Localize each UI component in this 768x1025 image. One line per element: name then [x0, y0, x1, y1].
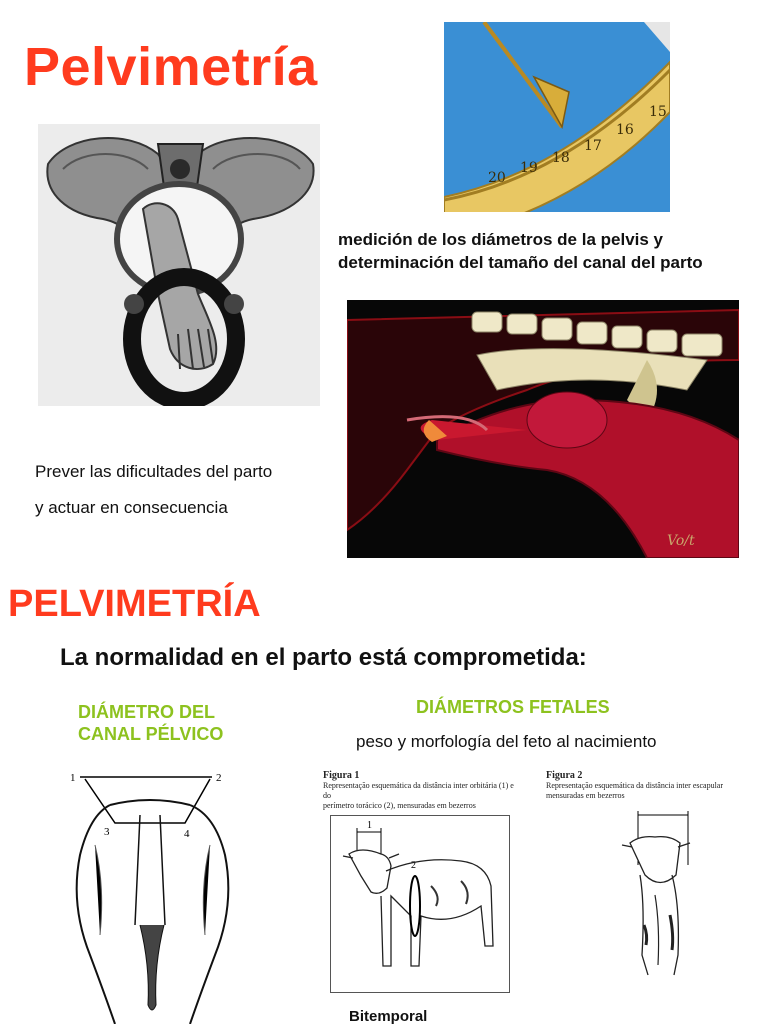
cow-rear-pelvimetry-drawing — [60, 765, 250, 1024]
ruler-number: 20 — [488, 170, 506, 186]
slide-title-pelvimetria: Pelvimetría — [24, 37, 318, 97]
pelvis-label: 3 — [104, 826, 110, 838]
figure2-calf-drawing — [600, 805, 710, 985]
pelvis-label: 1 — [70, 772, 76, 784]
pelvic-canal-heading-line2: CANAL PÉLVICO — [78, 724, 224, 744]
figure2-title: Figura 2 — [546, 770, 583, 781]
figure2-caption-line1: Representação esquemática da distância inter escapular — [546, 781, 724, 790]
calf-birth-canal-image — [347, 300, 739, 558]
fetal-diameters-description: peso y morfología del feto al nacimiento — [356, 732, 657, 751]
figure1-title: Figura 1 — [323, 770, 360, 781]
slide-subtitle: La normalidad en el parto está comprometida: — [60, 644, 587, 671]
figure1-caption — [323, 771, 523, 811]
ruler-number: 15 — [649, 104, 667, 120]
bitemporal-label: Bitemporal — [349, 1008, 428, 1025]
figure1-caption-line2: perímetro torácico (2), mensuradas em bezerros — [323, 801, 476, 810]
figure1-label: 1 — [367, 820, 372, 831]
artist-signature: Vo/t — [667, 533, 695, 549]
fetal-diameters-heading: DIÁMETROS FETALES — [416, 697, 610, 717]
note-line1: Prever las dificultades del parto — [35, 462, 273, 481]
ruler-number: 18 — [552, 150, 570, 166]
measurement-caption-line1: medición de los diámetros de la pelvis y — [338, 230, 664, 249]
figure2-caption-line2: mensuradas em bezerros — [546, 791, 625, 800]
pelvis-label: 2 — [216, 772, 222, 784]
pelvis-label: 4 — [184, 828, 190, 840]
ruler-number: 19 — [520, 160, 538, 176]
ruler-number: 17 — [584, 138, 602, 154]
note-line2: y actuar en consecuencia — [35, 498, 228, 517]
pelvic-canal-heading-line1: DIÁMETRO DEL — [78, 702, 215, 722]
figure1-calf-drawing — [330, 815, 510, 993]
measurement-caption-line2: determinación del tamaño del canal del parto — [338, 253, 703, 272]
pelvis-bone-image — [38, 124, 320, 406]
figure1-caption-line1: Representação esquemática da distância inter orbitária (1) e do — [323, 781, 514, 800]
slide-title-pelvimetria-caps: PELVIMETRÍA — [8, 583, 261, 625]
figure2-caption — [546, 771, 756, 801]
pelvimeter-gauge-image — [444, 22, 670, 212]
figure1-label: 2 — [411, 860, 416, 871]
ruler-number: 16 — [616, 122, 634, 138]
